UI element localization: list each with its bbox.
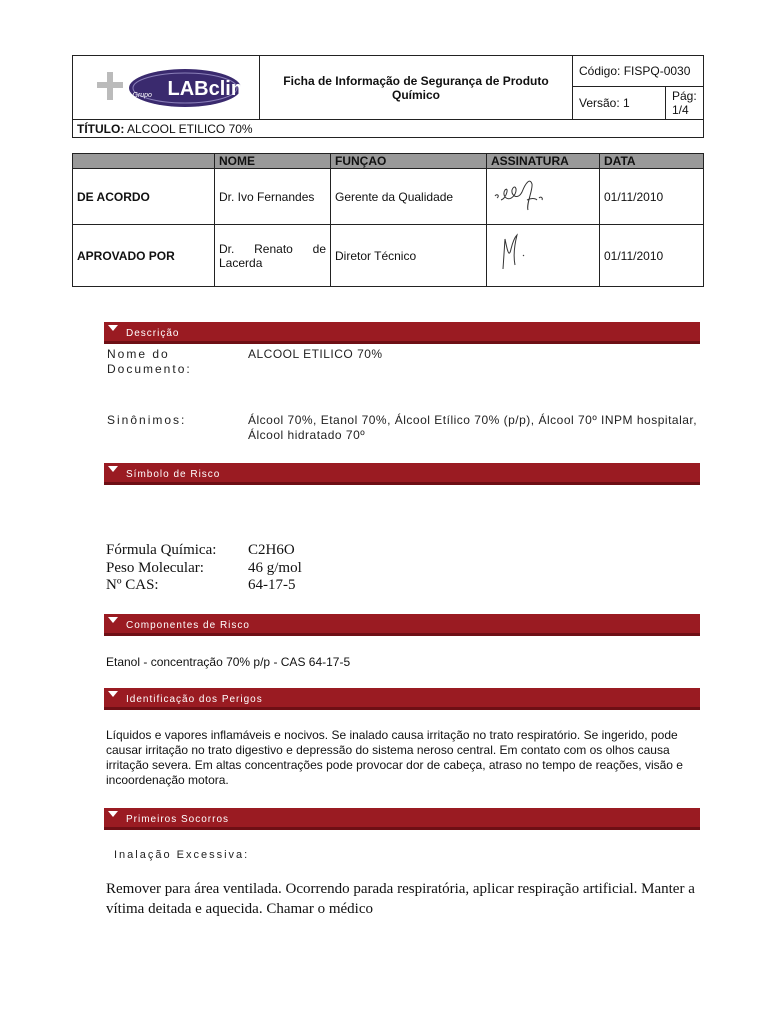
col-header-signature: ASSINATURA <box>487 154 600 169</box>
row-function: Diretor Técnico <box>331 225 487 287</box>
row-role: DE ACORDO <box>73 169 215 225</box>
col-header-function: FUNÇAO <box>331 154 487 169</box>
doc-name-value: ALCOOL ETILICO 70% <box>248 347 383 361</box>
title-value: ALCOOL ETILICO 70% <box>127 121 253 136</box>
col-header-role <box>73 154 215 169</box>
row-date: 01/11/2010 <box>600 225 704 287</box>
row-function: Gerente da Qualidade <box>331 169 487 225</box>
components-text: Etanol - concentração 70% p/p - CAS 64-17-5 <box>106 655 351 669</box>
title-label: TÍTULO: <box>77 121 125 136</box>
cas-value: 64-17-5 <box>248 577 296 593</box>
triangle-down-icon <box>108 466 118 472</box>
signature-cell <box>487 225 600 287</box>
form-title: Ficha de Informação de Segurança de Produto Químico <box>260 56 573 120</box>
signature-renato <box>487 225 587 283</box>
triangle-down-icon <box>108 325 118 331</box>
section-title: Primeiros Socorros <box>126 814 230 825</box>
section-title: Componentes de Risco <box>126 620 250 631</box>
doc-version: Versão: 1 <box>573 86 666 119</box>
triangle-down-icon <box>108 811 118 817</box>
section-title: Símbolo de Risco <box>126 469 221 480</box>
col-header-date: DATA <box>600 154 704 169</box>
approvals-table <box>72 153 704 287</box>
row-date: 01/11/2010 <box>600 169 704 225</box>
logo-text: LABclim <box>167 77 249 100</box>
table-row <box>73 225 704 287</box>
logo-small-text: Grupo <box>132 91 152 99</box>
cas-label: Nº CAS: <box>106 577 159 593</box>
synonyms-label: Sinônimos: <box>107 413 187 427</box>
triangle-down-icon <box>108 691 118 697</box>
formula-label: Fórmula Química: <box>106 542 217 558</box>
section-bar-socorros <box>104 808 700 830</box>
row-name: Dr. Ivo Fernandes <box>215 169 331 225</box>
synonyms-value: Álcool 70%, Etanol 70%, Álcool Etílico 70% (p/p), Álcool 70º INPM hospitalar, Álcool hidratado 70º <box>248 413 698 442</box>
doc-title-row <box>73 120 704 138</box>
section-title: Descrição <box>126 328 180 339</box>
section-bar-simbolo <box>104 463 700 485</box>
signature-cell <box>487 169 600 225</box>
section-bar-componentes <box>104 614 700 636</box>
col-header-name: NOME <box>215 154 331 169</box>
doc-name-label: Nome do Documento: <box>107 347 192 376</box>
row-role: APROVADO POR <box>73 225 215 287</box>
first-aid-text: Remover para área ventilada. Ocorrendo parada respiratória, aplicar respiração artificial. Manter a vítima deitada e aquecida. Chamar o médico <box>106 881 695 917</box>
section-title: Identificação dos Perigos <box>126 694 263 705</box>
triangle-down-icon <box>108 617 118 623</box>
doc-page: Pág: 1/4 <box>666 86 704 119</box>
logo-cell <box>73 56 260 120</box>
section-bar-perigos <box>104 688 700 710</box>
table-row <box>73 169 704 225</box>
doc-code: Código: FISPQ-0030 <box>573 56 704 87</box>
formula-value: C2H6O <box>248 542 295 558</box>
hazards-text: Líquidos e vapores inflamáveis e nocivos. Se inalado causa irritação no trato respiratório. Se ingerido, pode causar irritação no trato digestivo e depressão do sistema neroso central. Em contato com os olhos causa irritação severa. Em altas concentrações pode provocar dor de cabeça, atraso no tempo de reações, visão e incoordenação motora. <box>106 728 683 787</box>
section-bar-descricao <box>104 322 700 344</box>
row-name: Dr. Renato de Lacerda <box>215 225 331 287</box>
first-aid-sublabel: Inalação Excessiva: <box>114 849 250 861</box>
signature-ivo <box>487 170 587 220</box>
weight-label: Peso Molecular: <box>106 560 204 576</box>
header-table <box>72 55 704 138</box>
weight-value: 46 g/mol <box>248 560 302 576</box>
